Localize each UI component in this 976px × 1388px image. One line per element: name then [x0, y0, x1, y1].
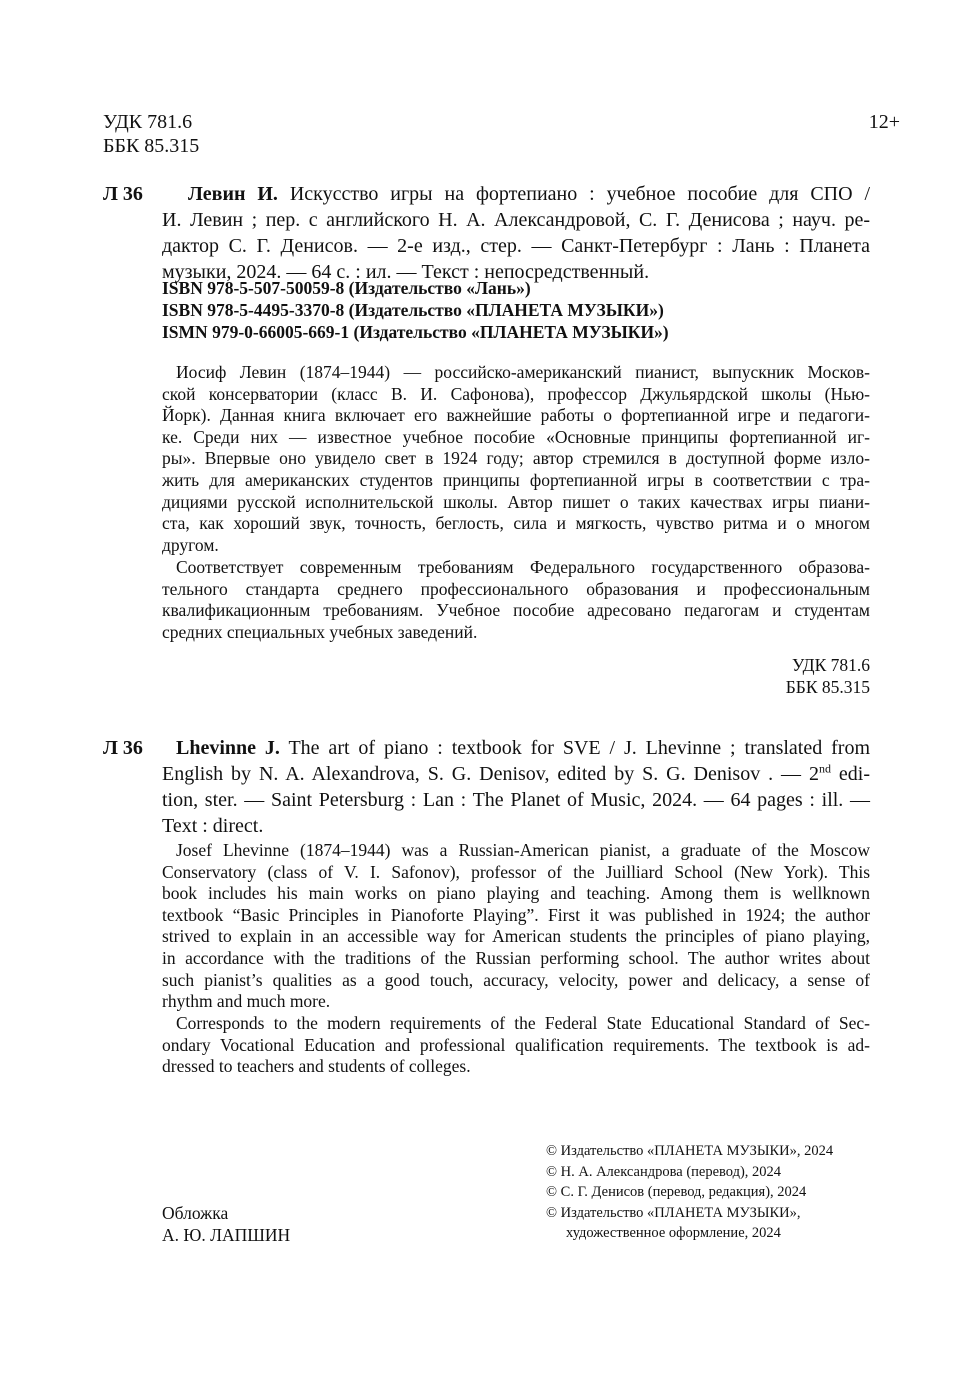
- en-title: The art of piano : textbook for SVE / J. Lhevinne ; translated from: [288, 737, 870, 759]
- ru-title: Искусство игры на фортепиано : учебное пособие для СПО /: [289, 183, 871, 205]
- copyright-continuation: художественное оформление, 2024: [566, 1225, 781, 1241]
- ru-abstract2-line: Соответствует современным требованиям Федерального государственного образова-: [176, 557, 870, 577]
- copyright-line: © Издательство «ПЛАНЕТА МУЗЫКИ», 2024: [546, 1143, 834, 1159]
- en-abstract-line: book includes his main works on piano playing and teaching. Among them is wellknown: [162, 883, 870, 904]
- cover-label: Обложка: [162, 1203, 229, 1223]
- en-line2-end: edi-: [830, 763, 871, 785]
- header-udk: УДК 781.6: [103, 111, 193, 133]
- ru-abstract-line: другом.: [162, 534, 219, 555]
- en-author: Lhevinne J.: [176, 737, 280, 759]
- cover-artist: А. Ю. ЛАПШИН: [162, 1225, 291, 1245]
- copyright-line: © Н. А. Александрова (перевод), 2024: [546, 1163, 782, 1180]
- en-line2-text: English by N. A. Alexandrova, S. G. Denisov, edited by S. G. Denisov . — 2: [162, 763, 819, 785]
- age-rating: 12+: [868, 111, 900, 133]
- ru-abstract-line: Иосиф Левин (1874–1944) — российско-американский пианист, выпускник Москов-: [176, 362, 870, 382]
- ru-entry-line2: И. Левин ; пер. с английского Н. А. Александровой, С. Г. Денисова ; науч. ре-: [162, 209, 870, 231]
- ru-entry-line1: [162, 181, 870, 207]
- en-abstract-line: Josef Lhevinne (1874–1944) was a Russian-American pianist, a graduate of the Moscow: [176, 840, 870, 860]
- isbn-lan: ISBN 978-5-507-50059-8 (Издательство «Лань»): [162, 278, 531, 298]
- ru-abstract-line: дициями русской исполнительской школы. Автор пишет о таких качествах игры пиани-: [162, 491, 870, 512]
- en-abstract2-line: Corresponds to the modern requirements of the Federal State Educational Standard of Sec-: [176, 1013, 870, 1033]
- en-abstract-line: such pianist’s qualities as a good touch, accuracy, velocity, power and delicacy, a sense of: [162, 969, 870, 990]
- en-abstract-line: in accordance with the traditions of the Russian performing school. The author writes about: [162, 947, 870, 968]
- header-bbk: ББК 85.315: [103, 135, 200, 157]
- isbn-planeta: ISBN 978-5-4495-3370-8 (Издательство «ПЛАНЕТА МУЗЫКИ»): [162, 300, 664, 320]
- ru-abstract-line: жить для американских студентов принципы фортепианной игры в соответствии с тра-: [162, 469, 870, 490]
- ru-abstract-line: ке. Среди них — известное учебное пособие «Основные принципы фортепианной иг-: [162, 426, 870, 447]
- en-abstract-line: Conservatory (class of V. I. Safonov), professor of the Juilliard School (New York). This: [162, 861, 870, 882]
- en-entry-line2: [162, 761, 870, 787]
- en-abstract-line: strived to explain in an accessible way for American students the principles of piano playing,: [162, 926, 870, 947]
- en-line2-sup: nd: [818, 761, 831, 776]
- en-abstract: [162, 840, 870, 1013]
- ru-entry-line4: музыки, 2024. — 64 с. : ил. — Текст : непосредственный.: [162, 261, 650, 283]
- ru-abstract2-line: тельного стандарта среднего профессионального образования и профессиональным: [162, 578, 870, 599]
- copyright-line: © С. Г. Денисов (перевод, редакция), 2024: [546, 1184, 807, 1200]
- cover-credit: [162, 1202, 290, 1246]
- copyright-line: © Издательство «ПЛАНЕТА МУЗЫКИ»,: [546, 1204, 801, 1221]
- ru-udk-right: УДК 781.6: [792, 655, 870, 675]
- en-abstract-line: rhythm and much more.: [162, 991, 331, 1012]
- copyright-block: [546, 1141, 833, 1244]
- ru-entry-description: [162, 181, 870, 285]
- ru-entry-line3: дактор С. Г. Денисов. — 2-е изд., стер. — Санкт-Петербург : Лань : Планета: [162, 235, 870, 257]
- ru-entry-code: Л 36: [103, 183, 143, 205]
- ru-author: Левин И.: [188, 183, 278, 205]
- ru-isbn-block: [162, 277, 669, 343]
- ru-abstract-line: Йорк). Данная книга включает его важнейшие работы о фортепианной игре и педагоги-: [162, 405, 870, 426]
- ru-abstract2-line: квалификационным требованиям. Учебное пособие адресовано педагогам и студентам: [162, 600, 870, 621]
- en-entry-description: [162, 735, 870, 839]
- en-entry-line1: [162, 735, 870, 761]
- en-entry-line3: tion, ster. — Saint Petersburg : Lan : The Planet of Music, 2024. — 64 pages : ill. —: [162, 789, 870, 811]
- en-abstract2-line: dressed to teachers and students of colleges.: [162, 1056, 471, 1077]
- en-abstract2-line: ondary Vocational Education and professional qualification requirements. The textbook is ad-: [162, 1034, 870, 1055]
- en-entry-code: Л 36: [103, 737, 143, 759]
- ru-abstract-line: ста, как хороший звук, точность, беглость, сила и мягкость, чувство ритма и о многом: [162, 513, 870, 534]
- ru-abstract-line: ской консерватории (класс В. И. Сафонова), профессор Джульярдской школы (Нью-: [162, 383, 870, 404]
- en-abstract-2: [162, 1013, 870, 1078]
- en-abstract-line: textbook “Basic Principles in Pianoforte Playing”. First it was published in 1924; the author: [162, 904, 870, 925]
- en-entry-line4: Text : direct.: [162, 815, 264, 837]
- ru-abstract-line: ры». Впервые оно увидело свет в 1924 году; автор стремился в доступной форме изло-: [162, 448, 870, 469]
- ismn-planeta: ISMN 979-0-66005-669-1 (Издательство «ПЛАНЕТА МУЗЫКИ»): [162, 322, 669, 342]
- ru-bbk-right: ББК 85.315: [785, 677, 870, 697]
- ru-classification-right: [786, 654, 870, 698]
- ru-abstract-2: [162, 557, 870, 643]
- ru-abstract: [162, 362, 870, 556]
- ru-abstract2-line: средних специальных учебных заведений.: [162, 621, 478, 642]
